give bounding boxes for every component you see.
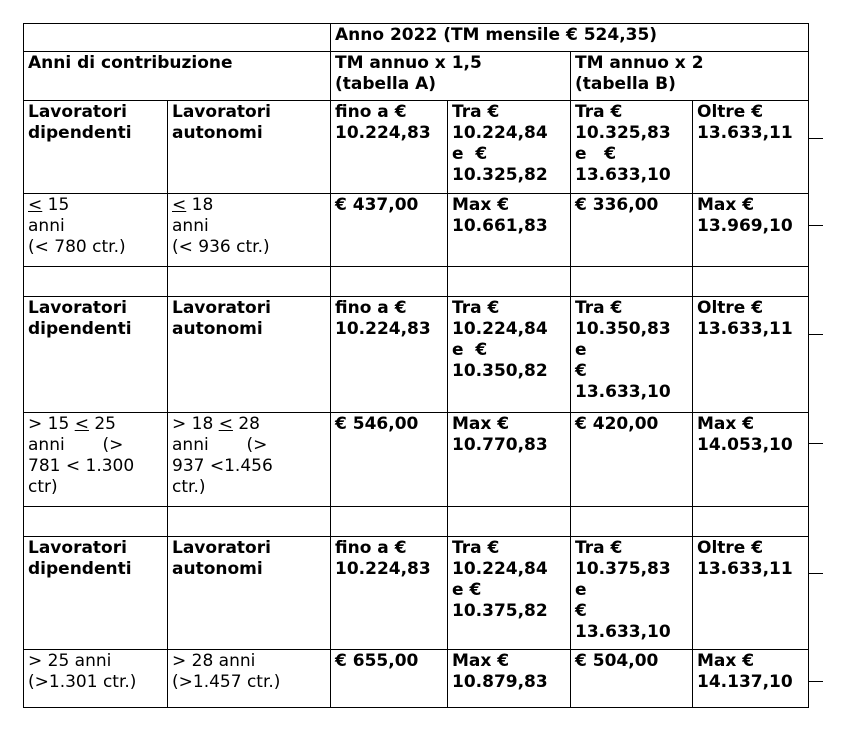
- lavoratori-dipendenti-label: Lavoratori dipendenti: [24, 537, 168, 650]
- less-equal-symbol: <: [28, 195, 43, 215]
- spacer-cell: [331, 507, 448, 537]
- spacer-cell: [693, 507, 809, 537]
- range-b1: Tra € 10.350,83 e € 13.633,10: [571, 297, 693, 413]
- value-a2: Max € 10.770,83: [448, 413, 571, 507]
- dipendenti-years-cell: > 25 anni (>1.301 ctr.): [24, 650, 168, 708]
- right-margin: [809, 267, 825, 297]
- tm-tabella-a-header: TM annuo x 1,5 (tabella A): [331, 52, 571, 101]
- spacer-cell: [168, 507, 331, 537]
- spacer-cell: [448, 507, 571, 537]
- range-b2: Oltre € 13.633,11: [693, 297, 809, 413]
- dipendenti-years-cell: < 15 anni (< 780 ctr.): [24, 194, 168, 267]
- spacer-cell: [448, 267, 571, 297]
- range-a1: fino a € 10.224,83: [331, 297, 448, 413]
- less-equal-symbol: <: [74, 414, 89, 434]
- right-margin: [809, 413, 825, 507]
- less-equal-symbol: <: [218, 414, 233, 434]
- spacer-cell: [168, 267, 331, 297]
- lavoratori-autonomi-label: Lavoratori autonomi: [168, 537, 331, 650]
- range-b2: Oltre € 13.633,11: [693, 537, 809, 650]
- range-a1: fino a € 10.224,83: [331, 101, 448, 194]
- value-b1: € 504,00: [571, 650, 693, 708]
- range-b1: Tra € 10.375,83 e € 13.633,10: [571, 537, 693, 650]
- right-margin: [809, 537, 825, 650]
- dipendenti-years-cell: > 15 < 25 anni (> 781 < 1.300 ctr): [24, 413, 168, 507]
- value-a2: Max € 10.661,83: [448, 194, 571, 267]
- right-margin: [809, 650, 825, 708]
- spacer-cell: [693, 267, 809, 297]
- value-b1: € 420,00: [571, 413, 693, 507]
- anni-contribuzione-header: Anni di contribuzione: [24, 52, 331, 101]
- lavoratori-autonomi-label: Lavoratori autonomi: [168, 297, 331, 413]
- range-a2: Tra € 10.224,84 e € 10.375,82: [448, 537, 571, 650]
- autonomi-years-cell: > 28 anni (>1.457 ctr.): [168, 650, 331, 708]
- value-a1: € 655,00: [331, 650, 448, 708]
- value-a1: € 546,00: [331, 413, 448, 507]
- lavoratori-dipendenti-label: Lavoratori dipendenti: [24, 297, 168, 413]
- spacer-cell: [24, 507, 168, 537]
- value-b2: Max € 14.137,10: [693, 650, 809, 708]
- lavoratori-autonomi-label: Lavoratori autonomi: [168, 101, 331, 194]
- range-a2: Tra € 10.224,84 e € 10.325,82: [448, 101, 571, 194]
- year-header: Anno 2022 (TM mensile € 524,35): [331, 24, 809, 52]
- range-b1: Tra € 10.325,83 e € 13.633,10: [571, 101, 693, 194]
- right-margin: [809, 101, 825, 194]
- spacer-cell: [331, 267, 448, 297]
- value-b2: Max € 14.053,10: [693, 413, 809, 507]
- value-a2: Max € 10.879,83: [448, 650, 571, 708]
- right-margin: [809, 297, 825, 413]
- right-margin: [809, 52, 825, 101]
- range-a2: Tra € 10.224,84 e € 10.350,82: [448, 297, 571, 413]
- right-margin: [809, 24, 825, 52]
- autonomi-years-cell: > 18 < 28 anni (> 937 <1.456 ctr.): [168, 413, 331, 507]
- value-b2: Max € 13.969,10: [693, 194, 809, 267]
- value-a1: € 437,00: [331, 194, 448, 267]
- range-a1: fino a € 10.224,83: [331, 537, 448, 650]
- right-margin: [809, 507, 825, 537]
- less-equal-symbol: <: [172, 195, 187, 215]
- empty-header-cell: [24, 24, 331, 52]
- value-b1: € 336,00: [571, 194, 693, 267]
- right-margin: [809, 194, 825, 267]
- spacer-cell: [24, 267, 168, 297]
- autonomi-years-cell: < 18 anni (< 936 ctr.): [168, 194, 331, 267]
- spacer-cell: [571, 507, 693, 537]
- contribution-table: [23, 23, 825, 708]
- range-b2: Oltre € 13.633,11: [693, 101, 809, 194]
- spacer-cell: [571, 267, 693, 297]
- lavoratori-dipendenti-label: Lavoratori dipendenti: [24, 101, 168, 194]
- tm-tabella-b-header: TM annuo x 2 (tabella B): [571, 52, 809, 101]
